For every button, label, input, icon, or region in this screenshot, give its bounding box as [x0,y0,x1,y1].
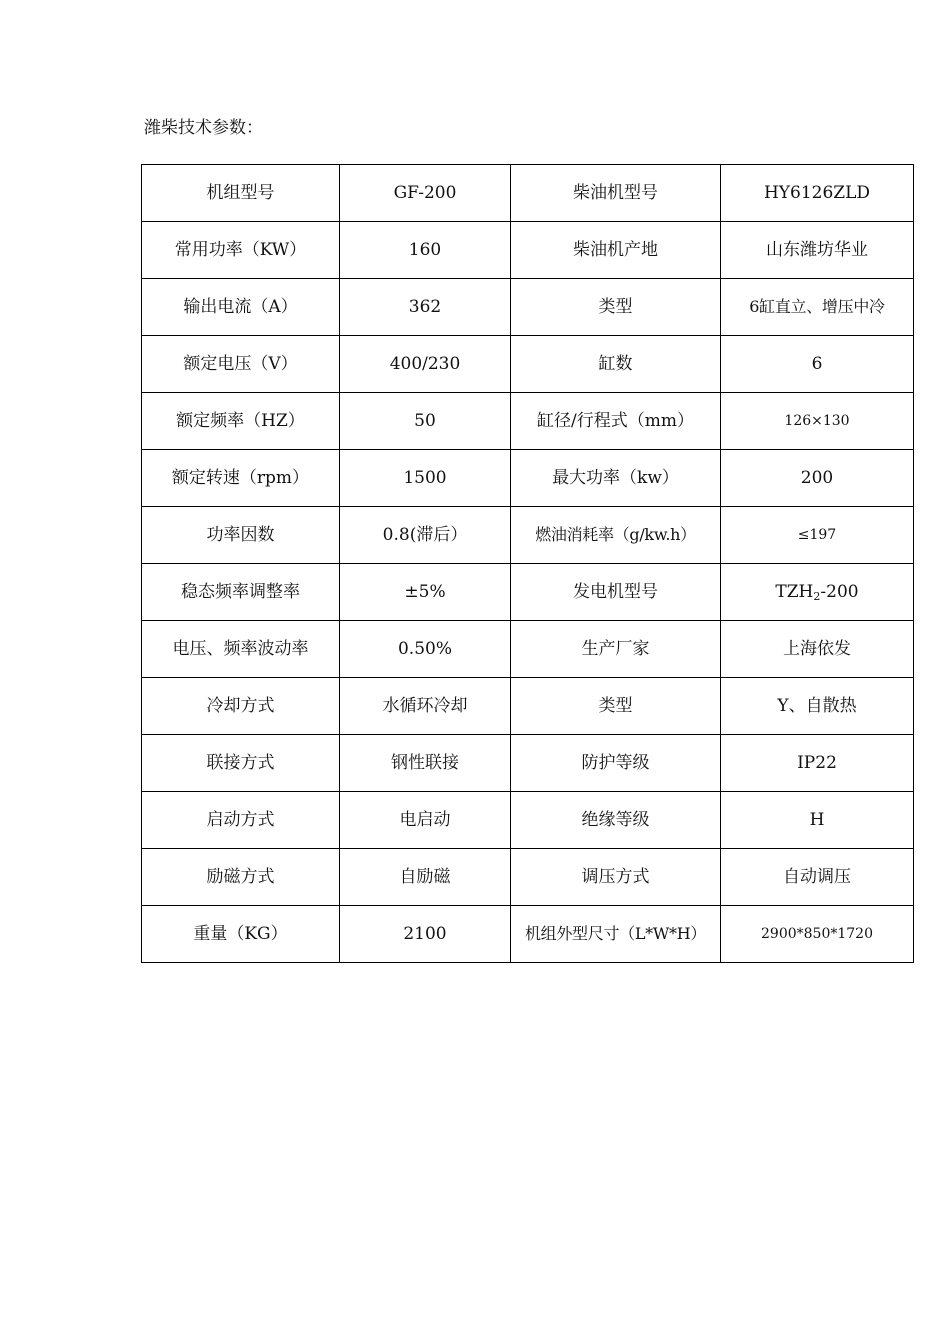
param-label: 缸数 [511,336,721,393]
table-row [142,621,914,678]
generator-model-subscript: 2 [813,590,821,603]
generator-model-suffix: -200 [820,582,859,602]
param-label: 联接方式 [142,735,340,792]
param-value [721,564,914,621]
param-label: 绝缘等级 [511,792,721,849]
param-label: 缸径/行程式（mm） [511,393,721,450]
param-value: ±5% [340,564,511,621]
param-label: 电压、频率波动率 [142,621,340,678]
table-row [142,507,914,564]
param-value: 1500 [340,450,511,507]
table-row [142,564,914,621]
param-label: 输出电流（A） [142,279,340,336]
param-label: 最大功率（kw） [511,450,721,507]
param-label: 柴油机产地 [511,222,721,279]
param-label: 稳态频率调整率 [142,564,340,621]
param-label: 额定频率（HZ） [142,393,340,450]
table-row [142,165,914,222]
param-value: Y、自散热 [721,678,914,735]
param-label: 重量（KG） [142,906,340,963]
spec-table [141,164,914,963]
param-label: 类型 [511,678,721,735]
param-value: HY6126ZLD [721,165,914,222]
param-value: 126×130 [721,393,914,450]
param-value: 钢性联接 [340,735,511,792]
param-value: 0.8(滞后） [340,507,511,564]
table-row [142,450,914,507]
table-row [142,906,914,963]
param-label: 启动方式 [142,792,340,849]
table-row [142,792,914,849]
table-row [142,849,914,906]
table-row [142,336,914,393]
param-label: 冷却方式 [142,678,340,735]
param-value: 50 [340,393,511,450]
param-value: 上海依发 [721,621,914,678]
param-label: 常用功率（KW） [142,222,340,279]
param-label: 机组型号 [142,165,340,222]
param-label: 柴油机型号 [511,165,721,222]
param-label: 励磁方式 [142,849,340,906]
param-label: 发电机型号 [511,564,721,621]
param-value: 自励磁 [340,849,511,906]
param-label: 调压方式 [511,849,721,906]
param-value: 200 [721,450,914,507]
param-value: GF-200 [340,165,511,222]
param-value: 362 [340,279,511,336]
table-row [142,393,914,450]
page-heading: 潍柴技术参数： [144,118,263,138]
table-row [142,678,914,735]
param-value: ≤197 [721,507,914,564]
param-label: 机组外型尺寸（L*W*H） [511,906,721,963]
param-value: 400/230 [340,336,511,393]
param-value: 6 [721,336,914,393]
param-value: H [721,792,914,849]
table-row [142,279,914,336]
param-value: 0.50% [340,621,511,678]
param-value: 自动调压 [721,849,914,906]
param-value: 6缸直立、增压中冷 [721,279,914,336]
param-label: 生产厂家 [511,621,721,678]
param-label: 额定电压（V） [142,336,340,393]
param-value: 160 [340,222,511,279]
param-value: 水循环冷却 [340,678,511,735]
table-row [142,735,914,792]
param-value: 山东潍坊华业 [721,222,914,279]
param-value: IP22 [721,735,914,792]
generator-model-prefix: TZH [775,582,814,602]
param-value: 电启动 [340,792,511,849]
param-label: 额定转速（rpm） [142,450,340,507]
param-value: 2100 [340,906,511,963]
param-label: 类型 [511,279,721,336]
param-label: 防护等级 [511,735,721,792]
table-row [142,222,914,279]
param-label: 燃油消耗率（g/kw.h） [511,507,721,564]
param-label: 功率因数 [142,507,340,564]
param-value: 2900*850*1720 [721,906,914,963]
